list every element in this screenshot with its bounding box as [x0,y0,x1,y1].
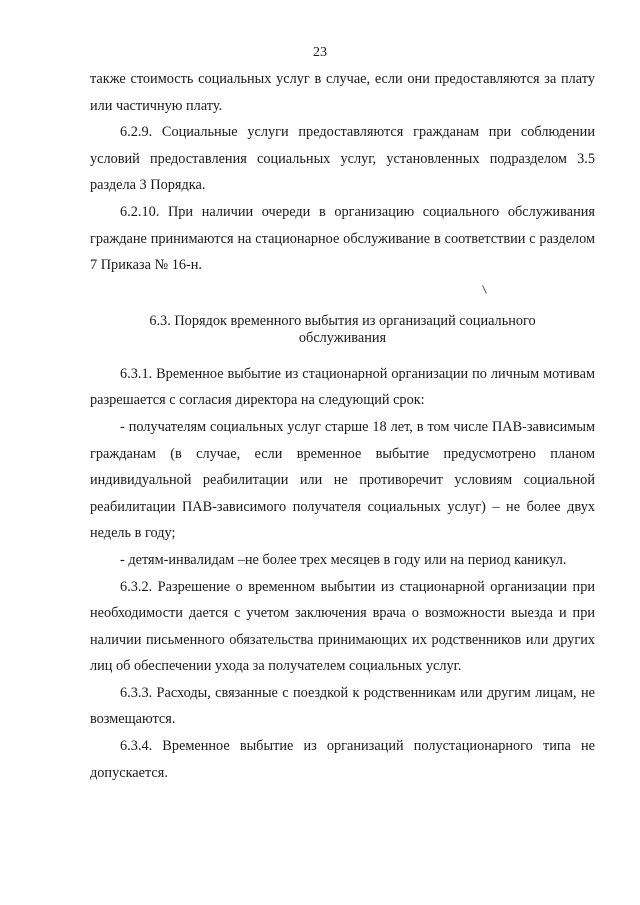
section-heading-line-1: 6.3. Порядок временного выбытия из организаций социального [149,312,536,329]
paragraph-6-3-3: 6.3.3. Расходы, связанные с поездкой к родственникам или другим лицам, не возмещаются. [90,684,595,728]
paragraph-6-3-2: 6.3.2. Разрешение о временном выбытии из стационарной организации при необходимости дается с учетом заключения врача о возможности выезда и при наличии письменного обязательства принимающих их родственников или других лиц об обеспечении ухода за получателем социальных услуг. [90,578,595,675]
document-body [90,66,595,786]
paragraph-6-2-10: 6.2.10. При наличии очереди в организацию социального обслуживания граждане принимаются на стационарное обслуживание в соответствии с разделом 7 Приказа № 16-н. [90,203,595,274]
paragraph-continuation: также стоимость социальных услуг в случае, если они предоставляются за плату или частичную плату. [90,71,595,114]
section-heading-6-3 [90,313,595,347]
page-number: 23 [313,45,327,60]
list-item-adults: - получателям социальных услуг старше 18 лет, в том числе ПАВ-зависимым гражданам (в случае, если временное выбытие предусмотрено планом индивидуальной реабилитации или не противоречит условиям социальной реабилитации ПАВ-зависимого получателя социальных услуг) – не более двух недель в году; [90,418,595,542]
section-heading-line-2: обслуживания [298,329,387,346]
paragraph-6-3-1: 6.3.1. Временное выбытие из стационарной организации по личным мотивам разрешается с согласия директора на следующий срок: [90,365,595,409]
paragraph-6-3-4: 6.3.4. Временное выбытие из организаций полустационарного типа не допускается. [90,738,595,781]
paragraph-6-2-9: 6.2.9. Социальные услуги предоставляются гражданам при соблюдении условий предоставления социальных услуг, установленных подразделом 3.5 раздела 3 Порядка. [90,124,595,194]
list-item-children: - детям-инвалидам –не более трех месяцев в году или на период каникул. [120,551,567,568]
